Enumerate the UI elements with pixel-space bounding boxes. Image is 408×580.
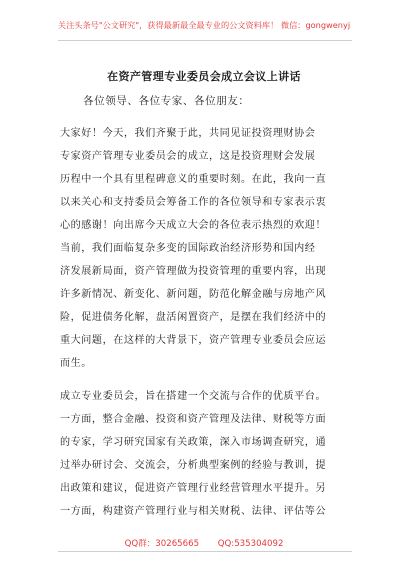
footer-contact <box>0 537 408 549</box>
paragraph-line: 重大问题，在这样的大背景下，资产管理专业委员会应运 <box>60 335 327 346</box>
paragraph-line: 一方面，整合金融、投资和资产管理及法律、财税等方面 <box>60 414 327 425</box>
salutation: 各位领导、各位专家、各位朋友： <box>83 95 250 107</box>
footer-divider <box>58 551 352 552</box>
paragraph-line: 而生。 <box>60 358 92 369</box>
paragraph-line: 心的感谢！向出席今天成立大会的各位表示热烈的欢迎！ <box>60 220 327 231</box>
paragraph-2 <box>60 237 360 375</box>
paragraph-1 <box>60 122 360 237</box>
qq-group-label: QQ群：30265665 <box>124 539 200 549</box>
qq-number-label: QQ:535304092 <box>217 539 284 549</box>
paragraph-line: 险，促进债务化解，盘活闲置资产，是摆在我们经济中的 <box>60 312 327 323</box>
paragraph-line: 一方面，构建资产管理行业与相关财税、法律、评估等公 <box>60 506 327 517</box>
paragraph-line: 专家资产管理专业委员会的成立，这是投资理财会发展 <box>60 151 316 162</box>
paragraph-line: 出政策和建议，促进资产管理行业经营管理水平提升。另 <box>60 483 327 494</box>
document-title: 在资产管理专业委员会成立会议上讲话 <box>107 70 301 83</box>
header-banner: 关注头条号"公文研究"，获得最新最全最专业的公文资料库！ 微信：gongwenyj <box>57 20 351 30</box>
paragraph-line: 许多新情况、新变化、新问题，防范化解金融与房地产风 <box>60 289 327 300</box>
paragraph-line: 以来关心和支持委员会筹备工作的各位领导和专家表示衷 <box>60 197 327 208</box>
paragraph-line: 历程中一个具有里程碑意义的重要时刻。在此，我向一直 <box>60 174 327 185</box>
paragraph-line: 的专家，学习研究国家有关政策，深入市场调查研究，通 <box>60 437 327 448</box>
paragraph-line: 过举办研讨会、交流会，分析典型案例的经验与教训，提 <box>60 460 327 471</box>
paragraph-line: 当前，我们面临复杂多变的国际政治经济形势和国内经 <box>60 243 316 254</box>
paragraph-line: 成立专业委员会，旨在搭建一个交流与合作的优质平台。 <box>60 391 327 402</box>
paragraph-line: 济发展新局面，资产管理做为投资管理的重要内容，出现 <box>60 266 327 277</box>
header-divider <box>58 40 352 41</box>
paragraph-3 <box>60 385 360 523</box>
paragraph-line: 大家好！今天，我们齐聚于此，共同见证投资理财协会 <box>60 128 316 139</box>
